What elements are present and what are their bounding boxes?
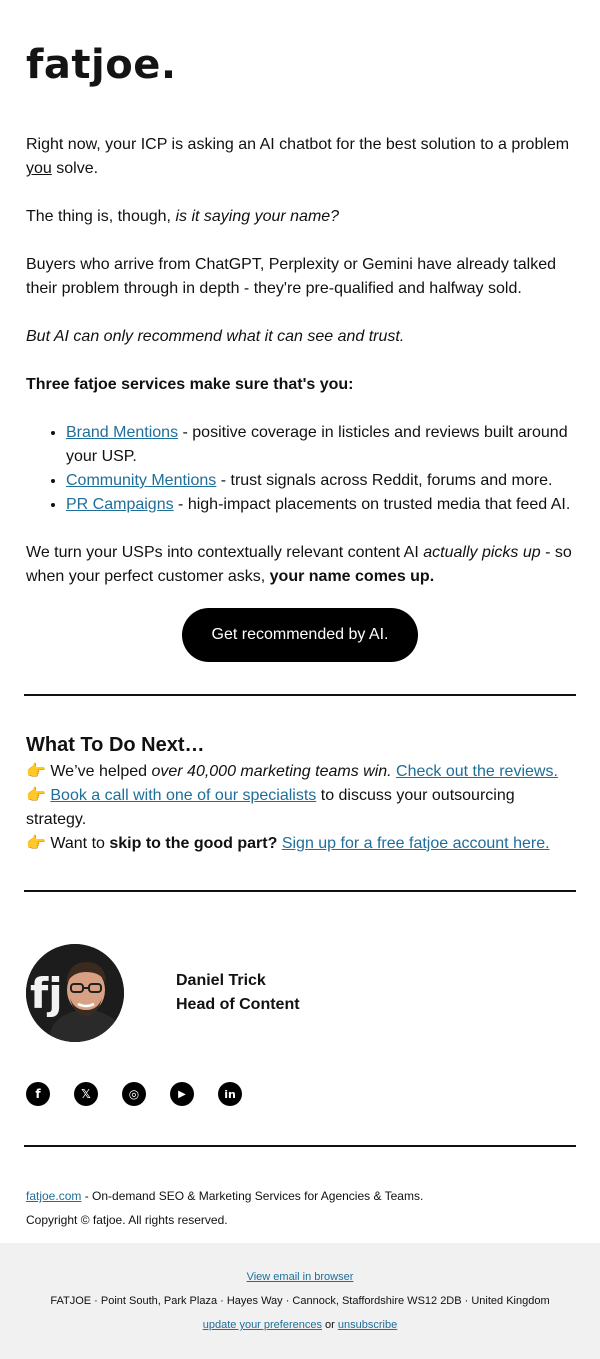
footer-tagline-row: [26, 1184, 423, 1208]
intro-text: The thing is, though,: [26, 208, 176, 225]
brand-mentions-link[interactable]: Brand Mentions: [66, 424, 179, 441]
instagram-icon[interactable]: ◎: [122, 1082, 146, 1106]
list-item: [66, 469, 578, 493]
list-item: [66, 493, 578, 517]
company-address: FATJOE · Point South, Park Plaza · Hayes Way · Cannock, Staffordshire WS12 2DB · United Kingdom: [50, 1295, 550, 1307]
pointing-hand-icon: 👉: [26, 835, 46, 852]
closing-emphasis: actually picks up: [423, 544, 541, 561]
footer-tagline: - On-demand SEO & Marketing Services for Agencies & Teams.: [81, 1189, 424, 1203]
signature-name: Daniel Trick: [176, 972, 266, 989]
list-item: [66, 421, 578, 469]
services-list: [26, 421, 578, 517]
next-heading: What To Do Next…: [26, 734, 205, 756]
avatar-portrait: [26, 944, 124, 1042]
what-to-do-next-section: [26, 732, 578, 856]
next-item-signup: [26, 832, 578, 856]
intro-paragraph-2: [26, 205, 578, 229]
signup-link[interactable]: Sign up for a free fatjoe account here.: [281, 835, 550, 852]
update-preferences-link[interactable]: update your preferences: [202, 1319, 322, 1331]
divider: [24, 890, 576, 892]
next-item-reviews: [26, 760, 578, 784]
signature: [176, 969, 300, 1017]
copyright: Copyright © fatjoe. All rights reserved.: [26, 1213, 228, 1227]
next-text: to discuss your outsourcing strategy.: [26, 787, 515, 828]
divider: [24, 694, 576, 696]
next-bold: skip to the good part?: [109, 835, 278, 852]
next-text: We’ve helped: [45, 763, 152, 780]
next-emphasis: over 40,000 marketing teams win.: [151, 763, 392, 780]
pr-campaigns-link[interactable]: PR Campaigns: [66, 496, 174, 513]
closing-text: We turn your USPs into contextually relevant content AI: [26, 544, 424, 561]
intro-text: Right now, your ICP is asking an AI chatbot for the best solution to a problem: [26, 136, 570, 153]
email-footer-bar: [0, 1243, 600, 1359]
signature-role: Head of Content: [176, 996, 300, 1013]
preferences-row: [0, 1319, 600, 1331]
service-description: - positive coverage in listicles and reviews built around your USP.: [66, 424, 568, 465]
intro-paragraph-1: [26, 133, 578, 181]
youtube-icon[interactable]: ▶: [170, 1082, 194, 1106]
get-recommended-button[interactable]: Get recommended by AI.: [182, 608, 418, 662]
unsubscribe-link[interactable]: unsubscribe: [337, 1319, 398, 1331]
view-browser-row: [0, 1271, 600, 1283]
cta-container: [0, 608, 600, 662]
intro-emphasis: is it saying your name?: [175, 208, 340, 225]
view-in-browser-link[interactable]: View email in browser: [246, 1271, 354, 1283]
intro-paragraph-3: Buyers who arrive from ChatGPT, Perplexity or Gemini have already talked their problem through in depth - they're pre-qualified and halfway sold.: [26, 256, 556, 297]
avatar: [26, 944, 124, 1042]
closing-text: - so when your perfect customer asks,: [26, 544, 572, 585]
intro-text-end: solve.: [51, 160, 99, 177]
closing-paragraph: [26, 541, 578, 589]
community-mentions-link[interactable]: Community Mentions: [66, 472, 217, 489]
divider: [24, 1145, 576, 1147]
avatar-mark: fj: [30, 969, 63, 1018]
fatjoe-logo[interactable]: fatjoe.: [26, 42, 177, 88]
fatjoe-site-link[interactable]: fatjoe.com: [26, 1189, 82, 1203]
or-text: or: [322, 1319, 338, 1331]
closing-bold: your name comes up.: [269, 568, 435, 585]
linkedin-icon[interactable]: in: [218, 1082, 242, 1106]
intro-paragraph-4: [26, 325, 578, 349]
next-item-call: [26, 784, 578, 832]
services-heading-text: Three fatjoe services make sure that's you:: [26, 376, 354, 393]
service-description: - high-impact placements on trusted media that feed AI.: [173, 496, 571, 513]
check-reviews-link[interactable]: Check out the reviews.: [396, 763, 558, 780]
book-call-link[interactable]: Book a call with one of our specialists: [50, 787, 317, 804]
social-links: [26, 1082, 266, 1106]
email-body: [26, 133, 578, 613]
x-icon[interactable]: 𝕏: [74, 1082, 98, 1106]
services-heading: [26, 373, 578, 397]
you-underlined: you: [26, 160, 52, 177]
next-text: Want to: [45, 835, 110, 852]
intro-emphasis: But AI can only recommend what it can see and trust.: [26, 328, 405, 345]
pointing-hand-icon: 👉: [26, 787, 46, 804]
facebook-icon[interactable]: f: [26, 1082, 50, 1106]
service-description: - trust signals across Reddit, forums and more.: [216, 472, 553, 489]
footer-info: [26, 1184, 423, 1232]
pointing-hand-icon: 👉: [26, 763, 46, 780]
